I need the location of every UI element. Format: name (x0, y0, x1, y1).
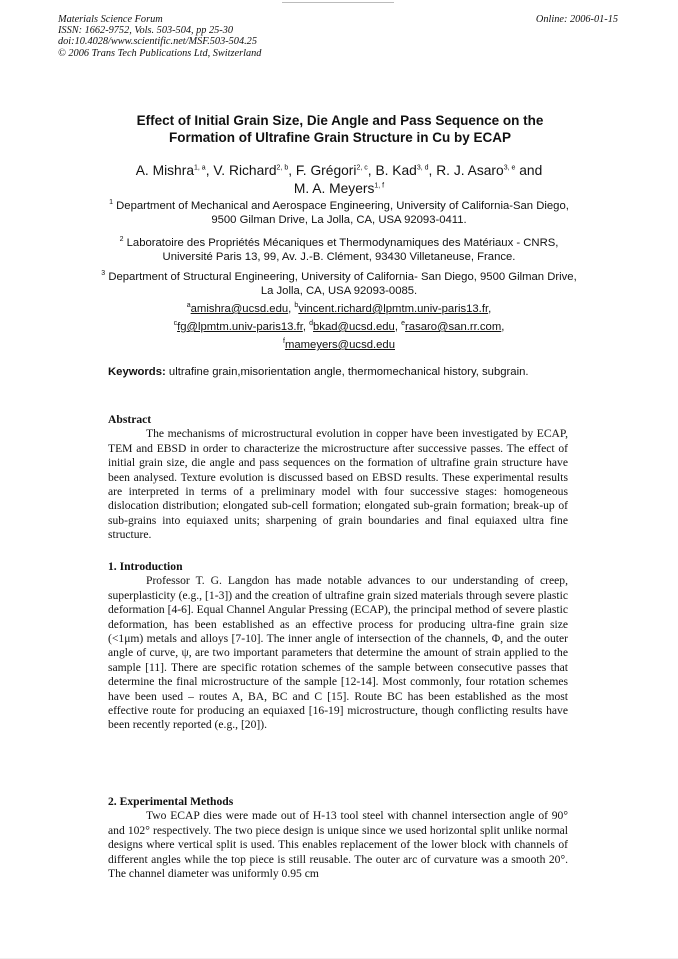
journal-name: Materials Science Forum (58, 14, 163, 25)
introduction-section (108, 560, 568, 733)
title-line-2: Formation of Ultrafine Grain Structure in Cu by ECAP (168, 130, 512, 145)
keywords-label: Keywords: (108, 366, 166, 378)
email-block: $^a$amishra@ucsd.edu, $^b$vincent.richard@lpmtm.univ-paris13.fr, $^c$fg@lpmtm.univ-paris13.fr, $^d$bkad@ucsd.edu, $^e$rasaro@san.rr.com, $^f$mameyers@ucsd.edu (173, 302, 505, 351)
email-link-c[interactable]: fg@lpmtm.univ-paris13.fr (177, 321, 303, 333)
methods-section (108, 795, 568, 881)
author-list: A. Mishra$^{1, a}$, V. Richard$^{2, b}$, F. Grégori$^{2, c}$, B. Kad$^{3, d}$, R. J. Asaro$^{3, e}$ and M. A. Meyers$^{1, f}$ (135, 163, 543, 196)
affiliation-3: $^3$ Department of Structural Engineering, University of California- San Diego, 9500 Gilman Drive, La Jolla, CA, USA 92093-0085. (101, 270, 577, 298)
online-date: Online: 2006-01-15 (535, 14, 618, 25)
issn-line: ISSN: 1662-9752, Vols. 503-504, pp 25-30 (58, 25, 234, 37)
paper-title (80, 112, 600, 146)
title-line-1: Effect of Initial Grain Size, Die Angle and Pass Sequence on the (136, 113, 544, 128)
journal-header (58, 14, 618, 59)
email-link-a[interactable]: amishra@ucsd.edu (190, 303, 289, 315)
email-link-f[interactable]: mameyers@ucsd.edu (284, 339, 395, 351)
affiliation-2: $^2$ Laboratoire des Propriétés Mécaniques et Thermodynamiques des Matériaux - CNRS, Université Paris 13, 99, Av. J.-B. Clément, 93430 Villetaneuse, France. (119, 236, 559, 264)
top-rule (282, 2, 394, 3)
abstract-heading: Abstract (108, 413, 152, 426)
author: M. A. Meyers$^{1, f}$ (293, 180, 385, 196)
email-link-e[interactable]: rasaro@san.rr.com (405, 321, 502, 333)
email-link-d[interactable]: bkad@ucsd.edu (313, 321, 395, 333)
methods-heading: 2. Experimental Methods (108, 795, 234, 808)
doi-line: doi:10.4028/www.scientific.net/MSF.503-504.25 (58, 36, 257, 48)
methods-text: Two ECAP dies were made out of H-13 tool steel with channel intersection angle of 90° and 102° respectively. The two piece design is unique since we used horizontal split unlike normal designs where vertical split is used. This enables replacement of the lower block with channels of different angles while the top piece is still reusable. The outer arc of curvature was a smooth 20°. The channel diameter was uniformly 0.95 cm (108, 809, 568, 881)
author: B. Kad$^{3, d}$ (375, 163, 429, 178)
introduction-heading: 1. Introduction (108, 560, 183, 573)
copyright-line: © 2006 Trans Tech Publications Ltd, Switzerland (58, 47, 262, 59)
abstract-text: The mechanisms of microstructural evolution in copper have been investigated by ECAP, TEM and EBSD in order to characterize the microstructure after successive passes. The effect of initial grain size, die angle and pass sequences on the formation of ultrafine grain structure have been analysed. Texture evolution is discussed based on EBSD results. These experimental results are interpreted in terms of a preliminary model with four successive stages: homogeneous dislocation distribution; elongated sub-cell formation; elongated sub-grain formation; break-up of sub-grains into equiaxed units; sharpening of grain boundaries and final equiaxed ultra fine structure. (108, 427, 568, 542)
affiliation-1: $^1$ Department of Mechanical and Aerospace Engineering, University of California-San Diego, 9500 Gilman Drive, La Jolla, CA, USA 92093-0411. (109, 199, 569, 227)
keywords (108, 365, 568, 379)
abstract-section (108, 413, 568, 543)
email-link-b[interactable]: vincent.richard@lpmtm.univ-paris13.fr (298, 303, 489, 315)
author: V. Richard$^{2, b}$ (213, 163, 289, 178)
keywords-text: ultrafine grain,misorientation angle, thermomechanical history, subgrain. (168, 366, 529, 378)
author: A. Mishra$^{1, a}$ (135, 163, 206, 178)
author: F. Grégori$^{2, c}$ (295, 163, 368, 178)
author: R. J. Asaro$^{3, e}$ (436, 163, 516, 178)
introduction-text: Professor T. G. Langdon has made notable advances to our understanding of creep, superplasticity (e.g., [1-3]) and the creation of ultrafine grain sized materials through severe plastic deformation [4-6]. Equal Channel Angular Pressing (ECAP), the principal method of severe plastic deformation, has been established as an effective process for producing ultra-fine grain size (<1μm) metals and alloys [7-10]. The inner angle of intersection of the channels, Φ, and the outer angle of curve, ψ, are two important parameters that determine the amount of strain applied to the sample [11]. There are specific rotation schemes of the sample between consecutive passes that determine the final microstructure of the sample [12-14]. Most commonly, four rotation schemes have been used – routes A, BA, BC and C [15]. Route BC has been established as the most effective route for producing an equiaxed [16-19] microstructure, though conflicting results have been recently reported (e.g., [20]). (108, 574, 568, 732)
